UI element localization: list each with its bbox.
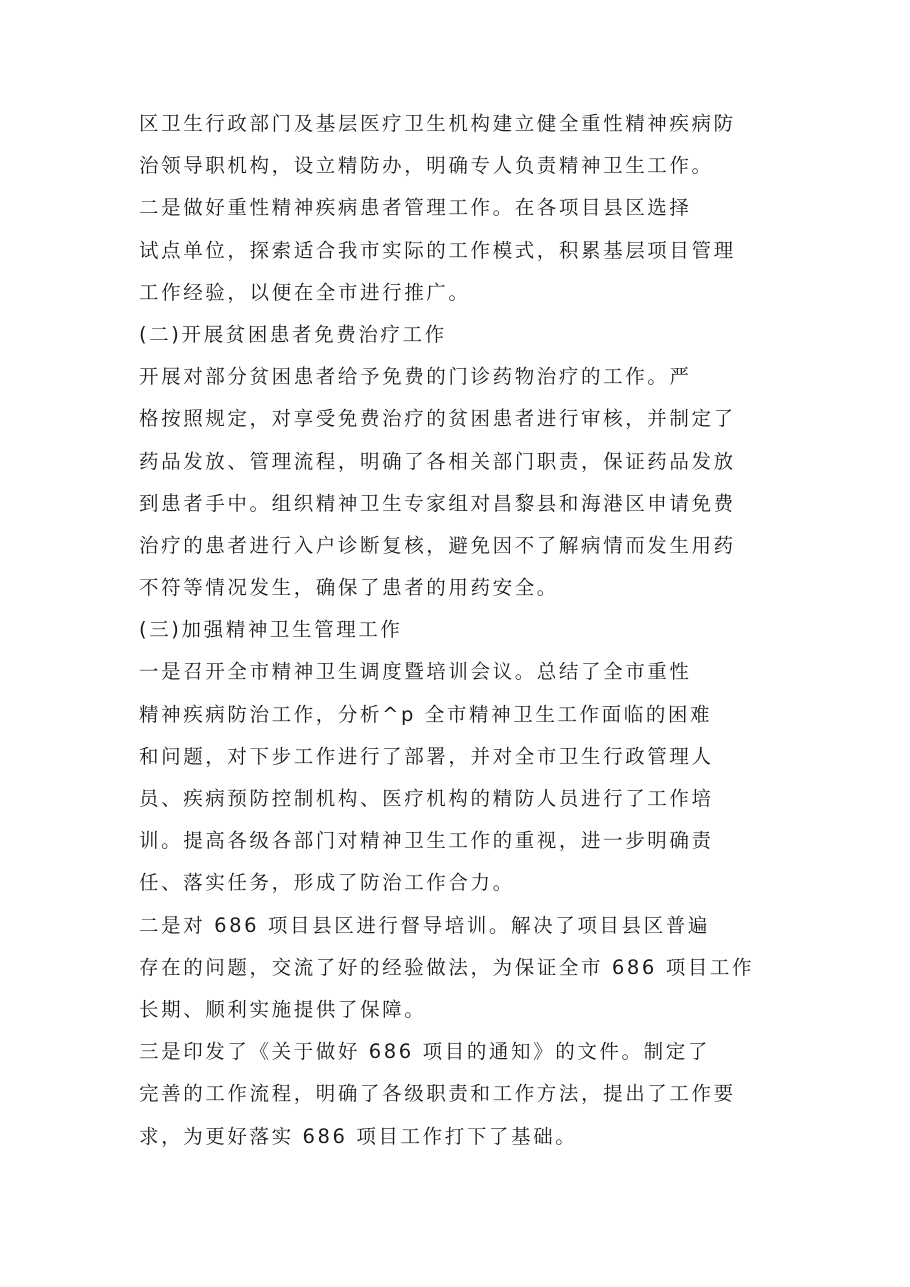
document-body xyxy=(139,103,779,1158)
text-line: 药品发放、管理流程，明确了各相关部门职责，保证药品发放 xyxy=(139,449,736,473)
text-line: 一是召开全市精神卫生调度暨培训会议。总结了全市重性 xyxy=(139,660,692,684)
text-line: 和问题，对下步工作进行了部署，并对全市卫生行政管理人 xyxy=(139,744,714,768)
text-line: 精神疾病防治工作，分析^p 全市精神卫生工作面临的困难 xyxy=(139,702,713,726)
text-line: 格按照规定，对享受免费治疗的贫困患者进行审核，并制定了 xyxy=(139,407,736,431)
text-line: 三是印发了《关于做好 686 项目的通知》的文件。制定了 xyxy=(139,1040,710,1064)
text-line: 完善的工作流程，明确了各级职责和工作方法，提出了工作要 xyxy=(139,1082,736,1106)
text-line: 任、落实任务，形成了防治工作合力。 xyxy=(139,871,515,895)
text-line: 工作经验，以便在全市进行推广。 xyxy=(139,280,471,304)
text-line: 治疗的患者进行入户诊断复核，避免因不了解病情而发生用药 xyxy=(139,533,736,557)
section-heading: (三)加强精神卫生管理工作 xyxy=(139,618,403,642)
text-line: 二是做好重性精神疾病患者管理工作。在各项目县区选择 xyxy=(139,196,692,220)
text-line: 长期、顺利实施提供了保障。 xyxy=(139,997,427,1021)
text-line: 开展对部分贫困患者给予免费的门诊药物治疗的工作。严 xyxy=(139,365,692,389)
text-line: 不符等情况发生，确保了患者的用药安全。 xyxy=(139,576,559,600)
text-line: 员、疾病预防控制机构、医疗机构的精防人员进行了工作培 xyxy=(139,787,714,810)
text-line: 存在的问题，交流了好的经验做法，为保证全市 686 项目工作 xyxy=(139,955,755,979)
text-line: 试点单位，探索适合我市实际的工作模式，积累基层项目管理 xyxy=(139,238,736,262)
text-line: 治领导职机构，设立精防办，明确专人负责精神卫生工作。 xyxy=(139,154,714,178)
text-line: 区卫生行政部门及基层医疗卫生机构建立健全重性精神疾病防 xyxy=(139,112,736,135)
text-line: 到患者手中。组织精神卫生专家组对昌黎县和海港区申请免费 xyxy=(139,491,736,515)
text-line: 二是对 686 项目县区进行督导培训。解决了项目县区普遍 xyxy=(139,913,710,937)
text-line: 训。提高各级各部门对精神卫生工作的重视，进一步明确责 xyxy=(139,829,714,853)
text-line: 求，为更好落实 686 项目工作打下了基础。 xyxy=(139,1124,578,1148)
section-heading: (二)开展贫困患者免费治疗工作 xyxy=(139,322,447,346)
